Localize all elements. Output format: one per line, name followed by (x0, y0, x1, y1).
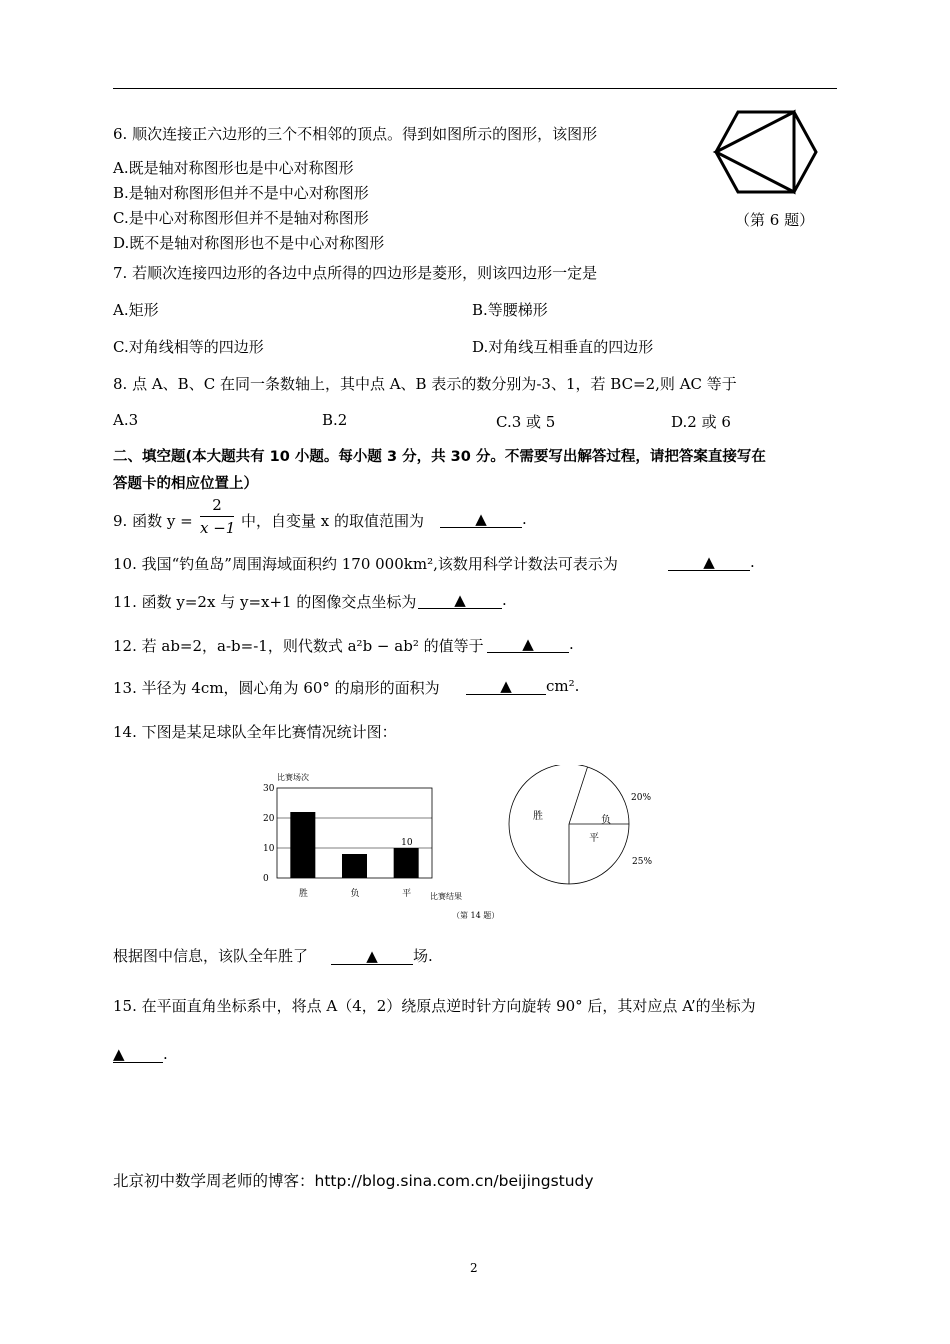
section2-heading-line2: 答题卡的相应位置上） (113, 476, 258, 492)
q8-option-a: A.3 (113, 411, 139, 429)
bar-负 (342, 854, 367, 878)
q8-option-b: B.2 (322, 411, 348, 429)
bar-ytick-label: 10 (263, 844, 275, 854)
q14-caption: （第 14 题） (452, 911, 500, 920)
q6-caption: （第 6 题） (735, 211, 815, 229)
bar-胜 (290, 812, 315, 878)
pie-value-label: 25% (632, 857, 653, 867)
inscribed-triangle (716, 112, 794, 192)
q14-end: 场. (413, 947, 433, 965)
q11-blank-mark: ▲ (418, 592, 502, 609)
q15-blank-mark: ▲ (113, 1046, 163, 1063)
pie-edge-负 (569, 767, 588, 824)
q7-stem: 7. 若顺次连接四边形的各边中点所得的四边形是菱形，则该四边形一定是 (113, 264, 598, 282)
q8-option-d: D.2 或 6 (671, 413, 731, 431)
bar-ytick-label: 0 (263, 874, 269, 884)
q7-option-b: B.等腰梯形 (472, 301, 548, 319)
q13-answer-blank[interactable] (466, 677, 579, 695)
q14-answer-blank[interactable] (331, 945, 433, 966)
q6-option-b: B.是轴对称图形但并不是中心对称图形 (113, 184, 369, 202)
q13-text: 13. 半径为 4cm，圆心角为 60° 的扇形的面积为 (113, 679, 440, 697)
q12-blank-mark: ▲ (487, 636, 569, 653)
q7-option-c: C.对角线相等的四边形 (113, 338, 264, 356)
q14-figure (255, 765, 675, 925)
q14-stem: 14. 下图是某足球队全年比赛情况统计图： (113, 723, 397, 741)
section2-heading-line1: 二、填空题(本大题共有 10 小题。每小题 3 分，共 30 分。不需要写出解答过程，请把答案直接写在 (113, 449, 766, 465)
pie-value-label: 20% (631, 793, 652, 803)
q14-blank-mark: ▲ (331, 948, 413, 965)
q9-blank-mark: ▲ (440, 511, 522, 528)
pie-slice-label: 平 (589, 833, 599, 844)
bar-ylabel: 比赛场次 (277, 773, 309, 782)
q9-fraction (200, 494, 234, 539)
pie-slice-label: 胜 (533, 811, 543, 822)
q13-end: cm². (546, 677, 580, 695)
bar-xtick-label: 负 (350, 889, 360, 899)
q12-end: . (569, 635, 574, 653)
q14-question: 根据图中信息，该队全年胜了 (113, 947, 309, 965)
q11-end: . (502, 591, 507, 609)
header-rule (113, 88, 837, 89)
bar-xtick-label: 平 (402, 889, 412, 899)
q8-option-c: C.3 或 5 (496, 413, 556, 431)
q10-end: . (750, 553, 755, 571)
q12-text: 12. 若 ab=2，a-b=-1，则代数式 a²b − ab² 的值等于 (113, 637, 484, 655)
bar-xlabel: 比赛结果 (430, 892, 462, 901)
q7-option-d: D.对角线互相垂直的四边形 (472, 338, 654, 356)
bar-ytick-label: 20 (263, 814, 275, 824)
q6-option-d: D.既不是轴对称图形也不是中心对称图形 (113, 234, 385, 252)
bar-xtick-label: 胜 (298, 889, 308, 899)
q10-answer-blank[interactable] (668, 553, 755, 571)
page-number: 2 (470, 1261, 478, 1275)
q10-blank-mark: ▲ (668, 554, 750, 571)
q9-numerator: 2 (200, 494, 234, 517)
q12-answer-blank[interactable] (487, 635, 574, 653)
q15-answer-blank[interactable] (113, 1045, 168, 1063)
q6-stem: 6. 顺次连接正六边形的三个不相邻的顶点。得到如图所示的图形，该图形 (113, 125, 598, 143)
q8-stem: 8. 点 A、B、C 在同一条数轴上，其中点 A、B 表示的数分别为-3、1，若 BC=2,则 AC 等于 (113, 375, 737, 393)
q9-end: . (522, 510, 527, 528)
q9-suffix: 中，自变量 x 的取值范围为 (241, 512, 424, 530)
bar-marks (290, 812, 418, 899)
footer-blog-link[interactable]: 北京初中数学周老师的博客：http://blog.sina.com.cn/beijingstudy (113, 1172, 594, 1190)
q6-option-c: C.是中心对称图形但并不是轴对称图形 (113, 209, 369, 227)
q7-option-a: A.矩形 (113, 301, 159, 319)
bar-data-label: 10 (401, 838, 413, 848)
q9-answer-blank[interactable] (440, 510, 527, 528)
q15-end: . (163, 1045, 168, 1063)
q6-option-a: A.既是轴对称图形也是中心对称图形 (113, 159, 354, 177)
q9-prefix: 9. 函数 y = (113, 512, 193, 530)
pie-slice-label: 负 (601, 815, 611, 826)
hexagon-figure (708, 100, 828, 200)
bar-ytick-label: 30 (263, 784, 275, 794)
pie-marks (509, 765, 652, 884)
q10-text: 10. 我国“钓鱼岛”周围海域面积约 170 000km²,该数用科学计数法可表示为 (113, 555, 618, 573)
hexagon-outline (716, 112, 816, 192)
q13-blank-mark: ▲ (466, 678, 546, 695)
q9-denominator: x −1 (200, 519, 236, 537)
q11-answer-blank[interactable] (418, 591, 507, 609)
q15-text: 15. 在平面直角坐标系中，将点 A（4，2）绕原点逆时针方向旋转 90° 后，其对应点 A’的坐标为 (113, 997, 756, 1015)
bar-平 (394, 848, 419, 878)
q11-text: 11. 函数 y=2x 与 y=x+1 的图像交点坐标为 (113, 593, 417, 611)
